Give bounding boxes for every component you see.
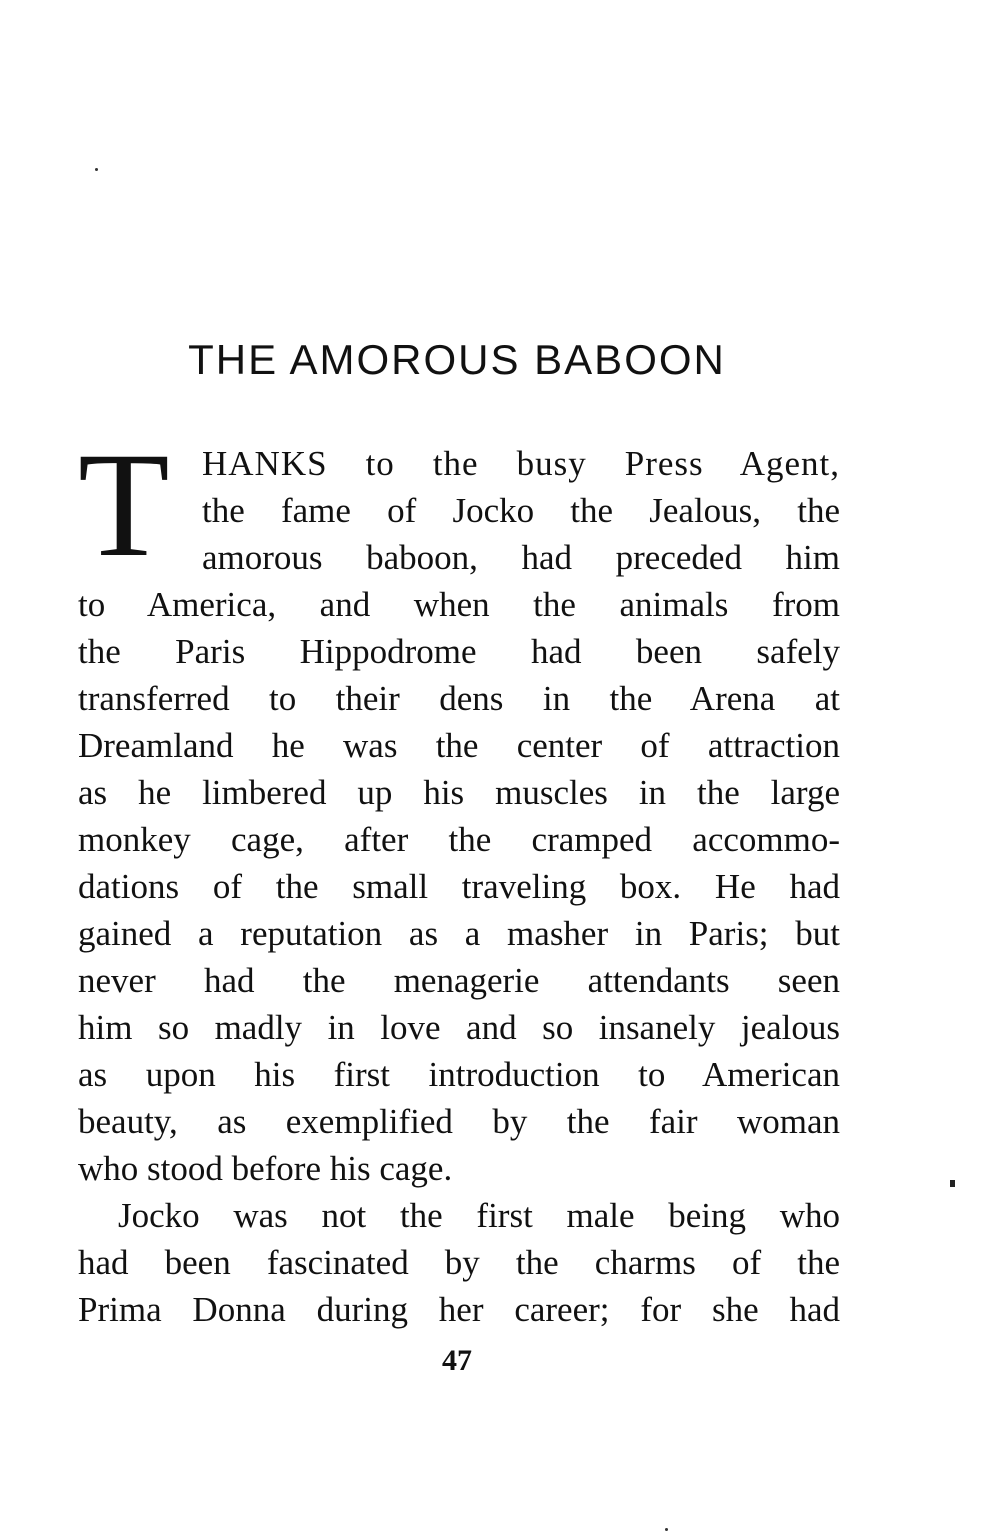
page-number: 47	[442, 1344, 472, 1377]
text-line: him so madly in love and so insanely jealous	[78, 1008, 840, 1047]
text-line: gained a reputation as a masher in Paris; but	[78, 914, 840, 953]
text-line: amorous baboon, had preceded him	[202, 538, 840, 577]
text-line: as he limbered up his muscles in the large	[78, 773, 840, 812]
scan-speck-top	[95, 168, 98, 171]
text-line: the fame of Jocko the Jealous, the	[202, 491, 840, 530]
text-line: Dreamland he was the center of attraction	[78, 726, 840, 765]
text-line: Prima Donna during her career; for she had	[78, 1290, 840, 1329]
text-line: monkey cage, after the cramped accommo-	[78, 820, 840, 859]
scan-speck-bottom	[665, 1528, 668, 1531]
margin-mark	[950, 1180, 955, 1187]
text-line: dations of the small traveling box. He had	[78, 867, 840, 906]
text-line: the Paris Hippodrome had been safely	[78, 632, 840, 671]
text-line: who stood before his cage.	[78, 1149, 453, 1188]
paragraph-2	[78, 1192, 840, 1333]
paragraph-1	[78, 422, 840, 1192]
text-line: as upon his first introduction to American	[78, 1055, 840, 1094]
text-line: had been fascinated by the charms of the	[78, 1243, 840, 1282]
text-line: transferred to their dens in the Arena at	[78, 679, 840, 718]
text-line: HANKS to the busy Press Agent,	[202, 444, 840, 483]
text-line: beauty, as exemplified by the fair woman	[78, 1102, 840, 1141]
chapter-title: THE AMOROUS BABOON	[188, 336, 726, 383]
text-line: to America, and when the animals from	[78, 585, 840, 624]
drop-cap-letter: T	[78, 422, 170, 588]
text-line: never had the menagerie attendants seen	[78, 961, 840, 1000]
text-line: Jocko was not the first male being who	[118, 1196, 840, 1235]
chapter-body	[78, 422, 840, 1333]
